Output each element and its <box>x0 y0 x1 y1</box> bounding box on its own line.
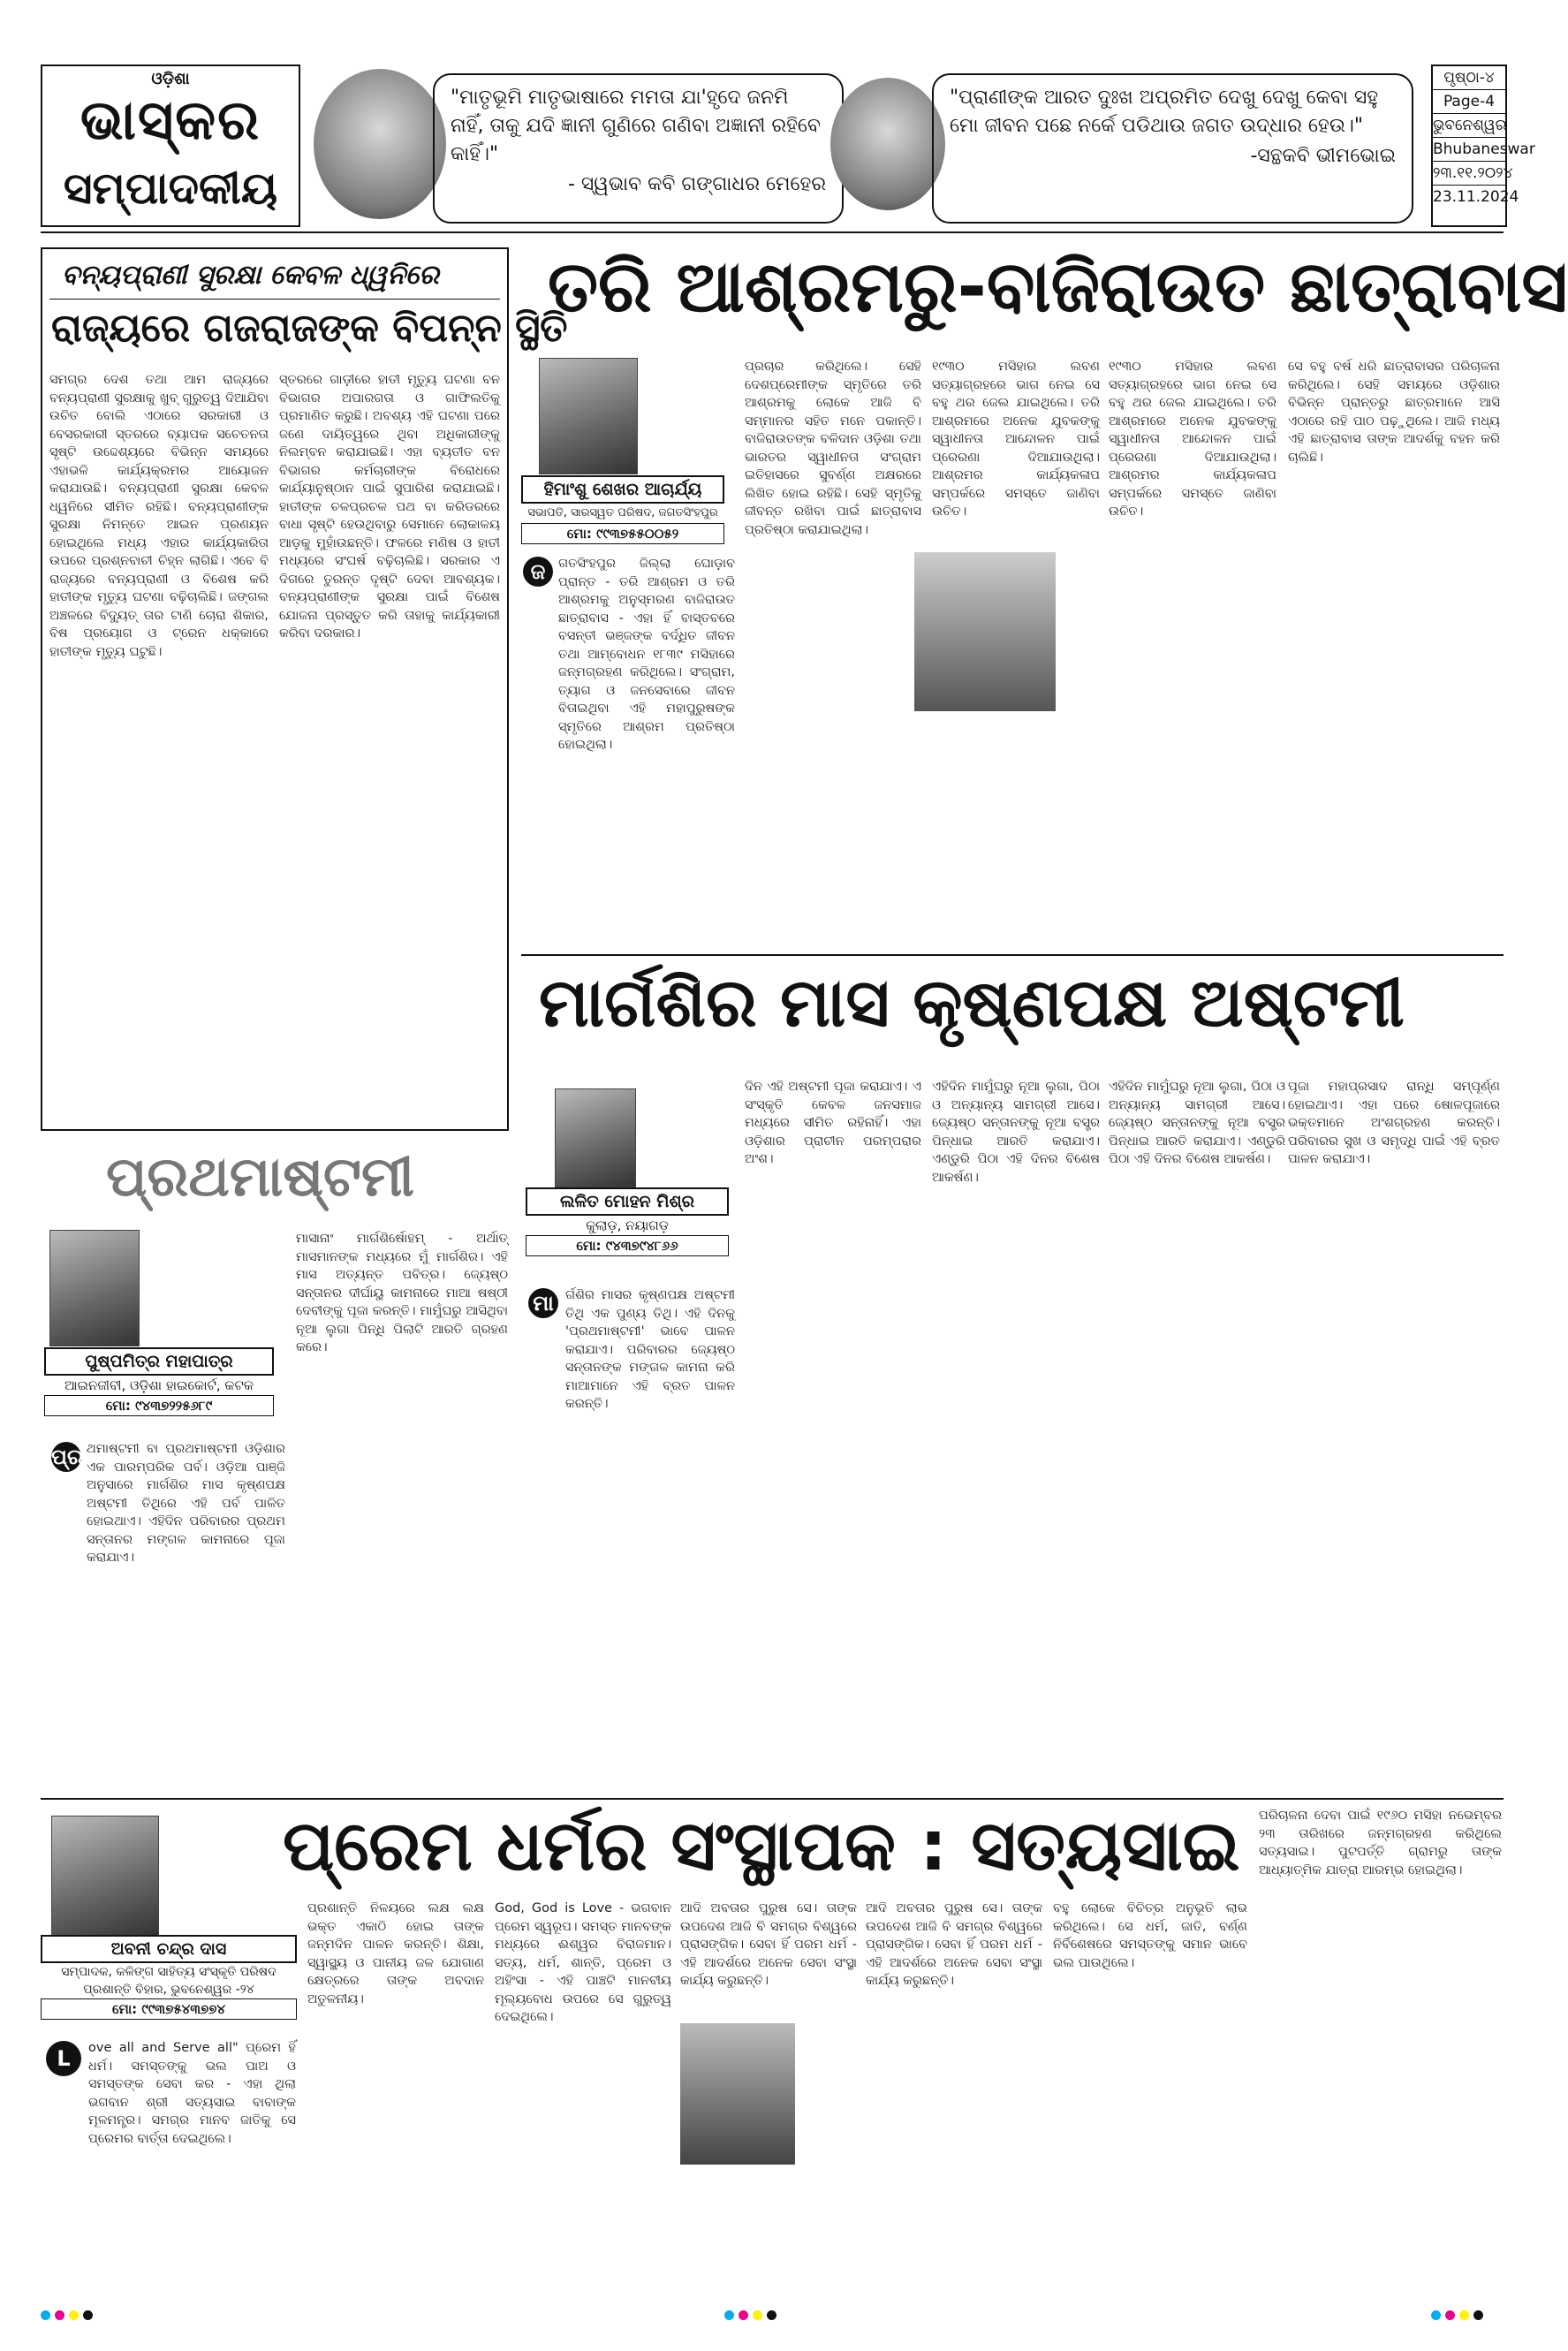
tari-body-col2: ପ୍ରଚାର କରିଥିଲେ। ସେହି ଦେଶପ୍ରେମୀଙ୍କ ସ୍ମୃତିରେ ତରି ଆଶ୍ରମକୁ ଲୋକେ ଆଜି ବି ସମ୍ମାନର ସହିତ ମନେ ପକାନ୍ତି। ବାଜିରାଉତଙ୍କ ବଳିଦାନ ଓଡ଼ିଶା ତଥା ଭାରତର ସ୍ୱାଧୀନତା ସଂଗ୍ରାମ ଇତିହାସରେ ସୁବର୍ଣ୍ଣ ଅକ୍ଷରରେ ଲିଖିତ ହୋଇ ରହିଛି। ସେହି ସ୍ମୃତିକୁ ଜୀବନ୍ତ ରଖିବା ପାଇଁ ଛାତ୍ରାବାସ ପ୍ରତିଷ୍ଠା କରାଯାଇଥିଲା। <box>745 360 921 537</box>
editorial-kicker: ବନ୍ୟପ୍ରାଣୀ ସୁରକ୍ଷା କେବଳ ଧ୍ୱନିରେ <box>62 260 439 291</box>
masthead-brand: ଭାସ୍କର <box>80 87 261 152</box>
margasira-body-col4: ପୂଜା ମହାପ୍ରସାଦ ରାନ୍ଧି ସମ୍ପୂର୍ଣ୍ଣ ହୋଇଥାଏ। ଏହା ପରେ ଷୋଳପୂଜାରେ ଭକ୍ତମାନେ ଅଂଶଗ୍ରହଣ କରନ୍ତି। ପରିବାରର ସୁଖ ଓ ସମୃଦ୍ଧି ପାଇଁ ଏହି ବ୍ରତ ପାଳନ କରାଯାଏ। <box>1288 1080 1500 1166</box>
print-register-marks-center <box>724 2310 776 2320</box>
print-register-marks-right <box>1431 2310 1483 2320</box>
prathama-author-photo <box>49 1230 140 1346</box>
prathama-author-role: ଆଇନଜୀବୀ, ଓଡ଼ିଶା ହାଇକୋର୍ଟ, କଟକ <box>64 1377 254 1393</box>
tari-author-name: ହିମାଂଶୁ ଶେଖର ଆଚାର୍ଯ୍ୟ <box>521 475 724 504</box>
tari-author-phone: ମୋ: ୯୯୩୭୫୫୦୦୫୨ <box>521 523 724 544</box>
section-divider-2 <box>41 1798 1504 1800</box>
tari-body-col1: ଗତସିଂହପୁର ଜିଲ୍ଲା ଘୋଡ଼ାବ ପ୍ରାନ୍ତ - ତରି ଆଶ୍ରମ ଓ ତରି ଆଶ୍ରମକୁ ଅନୁସ୍ମରଣ ବାଜିରାଉତ ଛାତ୍ରାବାସ - ଏହା ହିଁ ବାସ୍ତବରେ ବସନ୍ତୀ ଭଞ୍ଜଙ୍କ ବର୍ଦ୍ଧିତ ଜୀବନ ତଥା ଆମ୍ବୋଧନ ୧୮୩୯ ମସିହାରେ ଜନ୍ମଗ୍ରହଣ କରିଥିଲେ। ସଂଗ୍ରାମ, ତ୍ୟାଗ ଓ ଜନସେବାରେ ଜୀବନ ବିତାଇଥିବା ଏହି ମହାପୁରୁଷଙ୍କ ସ୍ମୃତିରେ ଆଶ୍ରମ ପ୍ରତିଷ୍ଠା ହୋଇଥିଲା। <box>558 557 735 752</box>
tari-body-col3: ୧୯୩୦ ମସିହାର ଲବଣ ସତ୍ୟାଗ୍ରହରେ ଭାଗ ନେଇ ସେ ବହୁ ଥର ଜେଲ ଯାଇଥିଲେ। ତରି ଆଶ୍ରମରେ ଅନେକ ଯୁବକଙ୍କୁ ସ୍ୱାଧୀନତା ଆନ୍ଦୋଳନ ପାଇଁ ପ୍ରେରଣା ଦିଆଯାଉଥିଲା। ଆଶ୍ରମର କାର୍ଯ୍ୟକଳାପ ସମ୍ପର୍କରେ ସମସ୍ତେ ଜାଣିବା ଉଚିତ। <box>932 360 1100 519</box>
page-info-box <box>1431 64 1535 227</box>
quote-left-attribution: - ସ୍ୱଭାବ କବି ଗଙ୍ଗାଧର ମେହେର <box>567 173 826 195</box>
margasira-dropcap: ମା <box>528 1288 558 1318</box>
masthead-logo <box>41 64 300 227</box>
margasira-body-col3: ଏହିଦିନ ମାମୁଁଘରୁ ନୂଆ ଲୁଗା, ପିଠା ଓ ଅନ୍ୟାନ୍ୟ ସାମଗ୍ରୀ ଆସେ। ଜ୍ୟେଷ୍ଠ ସନ୍ତାନଙ୍କୁ ନୂଆ ବସ୍ତ୍ର ପିନ୍ଧାଇ ଆରତି କରାଯାଏ। ଏଣ୍ଡୁରି ପିଠା ଏହି ଦିନର ବିଶେଷ ଆକର୍ଷଣ। <box>932 1080 1100 1185</box>
premadharma-author-photo <box>51 1816 159 1937</box>
register-dot-magenta <box>55 2310 64 2320</box>
margasira-body-col1: ର୍ଗଶିର ମାସର କୃଷ୍ଣପକ୍ଷ ଅଷ୍ଟମୀ ତିଥି ଏକ ପୁଣ୍ୟ ତିଥି। ଏହି ଦିନକୁ 'ପ୍ରଥମାଷ୍ଟମୀ' ଭାବେ ପାଳନ କରାଯାଏ। ପରିବାରର ଜ୍ୟେଷ୍ଠ ସନ୍ତାନଙ୍କ ମଙ୍ଗଳ କାମନା କରି ମାଆମାନେ ଏହି ବ୍ରତ ପାଳନ କରନ୍ତି। <box>565 1288 735 1411</box>
masthead-top-label: ଓଡ଼ିଶା <box>151 70 190 88</box>
masthead-section: ସମ୍ପାଦକୀୟ <box>63 163 278 214</box>
tari-dropcap: ଜ <box>523 557 553 587</box>
register-dot-magenta <box>1445 2310 1455 2320</box>
masthead-divider <box>41 231 1504 233</box>
register-dot-yellow <box>69 2310 79 2320</box>
margasira-author-name: ଲଳିତ ମୋହନ ମିଶ୍ର <box>526 1187 729 1216</box>
register-dot-magenta <box>739 2310 748 2320</box>
prathama-author-phone: ମୋ: ୯୪୩୭୨୨୫୬୮୯ <box>44 1395 274 1416</box>
tari-author-photo <box>539 358 638 474</box>
tari-author-role: ସଭାପତି, ସାରସ୍ୱତ ପରିଷଦ, ଜଗତସିଂହପୁର <box>527 506 718 519</box>
register-dot-black <box>83 2310 93 2320</box>
quote-right <box>932 73 1413 224</box>
prathama-body-col2: ମାସାନାଂ ମାର୍ଗଶିର୍ଷୋହମ୍ - ଅର୍ଥାତ୍ ମାସମାନଙ୍କ ମଧ୍ୟରେ ମୁଁ ମାର୍ଗଶିର। ଏହି ମାସ ଅତ୍ୟନ୍ତ ପବିତ୍ର। ଜ୍ୟେଷ୍ଠ ସନ୍ତାନର ଦୀର୍ଘାୟୁ କାମନାରେ ମାଆ ଷଷ୍ଠୀ ଦେବୀଙ୍କୁ ପୂଜା କରନ୍ତି। ମାମୁଁଘରୁ ଆସିଥିବା ନୂଆ ଲୁଗା ପିନ୍ଧି ପିଲାଟି ଆରତି ଗ୍ରହଣ କରେ। <box>296 1232 508 1354</box>
satyasai-photo <box>680 2023 795 2165</box>
register-dot-black <box>1473 2310 1483 2320</box>
quote-left <box>433 73 844 224</box>
editorial-body-col2: ସ୍ତରରେ ଗାଡ଼ୀରେ ହାତୀ ମୃତ୍ୟୁ ଘଟଣା ବନ ବିଭାଗର ଅପାରଗତା ଓ ଗାଫିଲତିକୁ ପ୍ରମାଣିତ କରୁଛି। ଅବଶ୍ୟ ଏହି ଘଟଣା ପରେ ଜଣେ ଦାୟିତ୍ୱରେ ଥିବା ଅଧିକାରୀଙ୍କୁ ନିଲମ୍ବନ କରାଯାଇଛି। ଏହା ବ୍ୟତୀତ ବନ ବିଭାଗର କର୍ମଚାରୀଙ୍କ ବିରୋଧରେ କାର୍ଯ୍ୟାନୁଷ୍ଠାନ ପାଇଁ ସୁପାରିଶ କରାଯାଇଛି। ହାତୀଙ୍କ ଚଳପ୍ରଚଳ ପଥ ବା କରିଡରରେ ବାଧା ସୃଷ୍ଟି ହେଉଥିବାରୁ ସେମାନେ ଲୋକାଳୟ ଆଡ଼କୁ ମୁହାଁଉଛନ୍ତି। ଫଳରେ ମଣିଷ ଓ ହାତୀ ମଧ୍ୟରେ ସଂଘର୍ଷ ବଢ଼ିଚାଲିଛି। ସରକାର ଏ ଦିଗରେ ତୁରନ୍ତ ଦୃଷ୍ଟି ଦେବା ଆବଶ୍ୟକ। ବନ୍ୟପ୍ରାଣୀଙ୍କ ସୁରକ୍ଷା ପାଇଁ ବିଶେଷ ଯୋଜନା ପ୍ରସ୍ତୁତ କରି ତାହାକୁ କାର୍ଯ୍ୟକାରୀ କରିବା ଦରକାର। <box>279 373 500 641</box>
register-dot-yellow <box>753 2310 762 2320</box>
margasira-author-phone: ମୋ: ୯୪୩୭୯୪୮୬୬ <box>526 1235 729 1256</box>
editorial-headline: ରାଜ୍ୟରେ ଗଜରାଜଙ୍କ ବିପନ୍ନ ସ୍ଥିତି <box>51 306 568 351</box>
prathama-body-col1: ଥମାଷ୍ଟମୀ ବା ପ୍ରଥମାଷ୍ଟମୀ ଓଡ଼ିଶାର ଏକ ପାରମ୍ପରିକ ପର୍ବ। ଓଡ଼ିଆ ପାଞ୍ଜି ଅନୁସାରେ ମାର୍ଗଶିର ମାସ କୃଷ୍ଣପକ୍ଷ ଅଷ୍ଟମୀ ତିଥିରେ ଏହି ପର୍ବ ପାଳିତ ହୋଇଥାଏ। ଏହିଦିନ ପରିବାରର ପ୍ରଥମ ସନ୍ତାନର ମଙ୍ଗଳ କାମନାରେ ପୂଜା କରାଯାଏ। <box>87 1442 285 1565</box>
quote-left-text: "ମାତୃଭୂମି ମାତୃଭାଷାରେ ମମତା ଯା'ହୃଦେ ଜନମି ନାହିଁ, ତାକୁ ଯଦି ଜ୍ଞାନୀ ଗୁଣିରେ ଗଣିବା ଅଜ୍ଞାନୀ ରହିବେ କାହିଁ।" <box>451 87 821 165</box>
register-dot-black <box>767 2310 776 2320</box>
editorial-body-col1: ସମଗ୍ର ଦେଶ ତଥା ଆମ ରାଜ୍ୟରେ ବନ୍ୟପ୍ରାଣୀ ସୁରକ୍ଷାକୁ ଖୁବ୍ ଗୁରୁତ୍ୱ ଦିଆଯିବା ଉଚିତ ବୋଲି ଏଠାରେ ସରକାରୀ ଓ ବେସରକାରୀ ସ୍ତରରେ ବ୍ୟାପକ ସଚେତନତା ସୃଷ୍ଟି ଉଦ୍ଦେଶ୍ୟରେ ବିଭିନ୍ନ ସମୟରେ ଏହାଭଳି କାର୍ଯ୍ୟକ୍ରମର ଆୟୋଜନ କରାଯାଉଛି। ବନ୍ୟପ୍ରାଣୀ ସୁରକ୍ଷା କେବଳ ଧ୍ୱନିରେ ସୀମିତ ରହିଛି। ବନ୍ୟପ୍ରାଣୀଙ୍କ ସୁରକ୍ଷା ନିମନ୍ତେ ଆଇନ ପ୍ରଣୟନ ହୋଇଥିଲେ ମଧ୍ୟ ଏହାର କାର୍ଯ୍ୟକାରିତା ଉପରେ ପ୍ରଶ୍ନବାଚୀ ଚିହ୍ନ ଲାଗିଛି। ଏବେ ବି ରାଜ୍ୟରେ ବନ୍ୟପ୍ରାଣୀ ଓ ବିଶେଷ କରି ହାତୀଙ୍କ ମୃତ୍ୟୁ ଘଟଣା ବଢ଼ିଚାଲିଛି। ଜଙ୍ଗଲ ଅଞ୍ଚଳରେ ବିଦ୍ୟୁତ୍ ତାର ଟାଣି ଚୋରା ଶିକାର, ବିଷ ପ୍ରୟୋଗ ଓ ଟ୍ରେନ ଧକ୍କାରେ ହାତୀଙ୍କ ମୃତ୍ୟୁ ଘଟୁଛି। <box>49 373 269 659</box>
register-dot-cyan <box>724 2310 734 2320</box>
margasira-body-col2: ଦିନ ଏହି ଅଷ୍ଟମୀ ପୂଜା କରାଯାଏ। ଏ ସଂସ୍କୃତି କେବଳ ଜନସମାଜ ମଧ୍ୟରେ ସୀମିତ ରହିନାହିଁ। ଏହା ଓଡ଼ିଶାର ପ୍ରାଚୀନ ପରମ୍ପରାର ଅଂଶ। <box>745 1080 921 1166</box>
prathama-headline: ପ୍ରଥମାଷ୍ଟମୀ <box>106 1144 414 1209</box>
register-dot-cyan <box>41 2310 50 2320</box>
premadharma-body-col2: ପ୍ରଶାନ୍ତି ନିଳୟରେ ଲକ୍ଷ ଲକ୍ଷ ଭକ୍ତ ଏକାଠି ହୋଇ ତାଙ୍କ ଜନ୍ମଦିନ ପାଳନ କରନ୍ତି। ଶିକ୍ଷା, ସ୍ୱାସ୍ଥ୍ୟ ଓ ପାନୀୟ ଜଳ ଯୋଗାଣ କ୍ଷେତ୍ରରେ ତାଙ୍କ ଅବଦାନ ଅତୁଳନୀୟ। <box>307 1901 484 2006</box>
register-dot-yellow <box>1459 2310 1469 2320</box>
premadharma-author-role: ସମ୍ପାଦକ, କଳିଙ୍ଗ ସାହିତ୍ୟ ସଂସ୍କୃତି ପରିଷଦ ପ୍ରଶାନ୍ତି ବିହାର, ଭୁବନେଶ୍ୱର -୨୪ <box>61 1965 276 1997</box>
tari-body-col4a: ୧୯୩୦ ମସିହାର ଲବଣ ସତ୍ୟାଗ୍ରହରେ ଭାଗ ନେଇ ସେ ବହୁ ଥର ଜେଲ ଯାଇଥିଲେ। ତରି ଆଶ୍ରମରେ ଅନେକ ଯୁବକଙ୍କୁ ସ୍ୱାଧୀନତା ଆନ୍ଦୋଳନ ପାଇଁ ପ୍ରେରଣା ଦିଆଯାଉଥିଲା। ଆଶ୍ରମର କାର୍ଯ୍ୟକଳାପ ସମ୍ପର୍କରେ ସମସ୍ତେ ଜାଣିବା ଉଚିତ। <box>1109 360 1276 519</box>
margasira-headline: ମାର୍ଗଶିର ମାସ କୃଷ୍ଣପକ୍ଷ ଅଷ୍ଟମୀ <box>539 963 1405 1042</box>
tari-body-col4: ସେ ବହୁ ବର୍ଷ ଧରି ଛାତ୍ରାବାସର ପରିଚାଳନା କରିଥିଲେ। ସେହି ସମୟରେ ଓଡ଼ିଶାର ବିଭିନ୍ନ ପ୍ରାନ୍ତରୁ ଛାତ୍ରମାନେ ଆସି ଏଠାରେ ରହି ପାଠ ପଢ଼ୁଥିଲେ। ଆଜି ମଧ୍ୟ ଏହି ଛାତ୍ରାବାସ ତାଙ୍କ ଆଦର୍ଶକୁ ବହନ କରି ଚାଲିଛି। <box>1288 360 1500 465</box>
premadharma-dropcap: L <box>46 2041 81 2076</box>
city-odia: ଭୁବନେଶ୍ୱର <box>1433 114 1505 138</box>
prathama-byline <box>44 1347 274 1416</box>
premadharma-body-col6: ପରିଚାଳନା ଦେବା ପାଇଁ ୧୯୬୦ ମସିହା ନଭେମ୍ବର ୨୩ ତାରିଖରେ ଜନ୍ମଗ୍ରହଣ କରିଥିଲେ ସତ୍ୟସାଇ। ପୁଟପର୍ତ୍ତି ଗ୍ରାମରୁ ତାଙ୍କ ଆଧ୍ୟାତ୍ମିକ ଯାତ୍ରା ଆରମ୍ଭ ହୋଇଥିଲା। <box>1259 1809 1502 1877</box>
margasira-author-photo <box>555 1088 636 1187</box>
city-en: Bhubaneswar <box>1433 138 1505 162</box>
premadharma-byline <box>41 1935 297 2020</box>
tari-byline <box>521 475 724 544</box>
premadharma-body-col4a: ଆଦି ଅବତାର ପୁରୁଷ ସେ। ତାଙ୍କ ଉପଦେଶ ଆଜି ବି ସମଗ୍ର ବିଶ୍ୱରେ ପ୍ରାସଙ୍ଗିକ। ସେବା ହିଁ ପରମ ଧର୍ମ - ଏହି ଆଦର୍ଶରେ ଅନେକ ସେବା ସଂସ୍ଥା କାର୍ଯ୍ୟ କରୁଛନ୍ତି। <box>680 1901 857 1988</box>
premadharma-body-col5: ବହୁ ଲୋକେ ବିଚିତ୍ର ଅନୁଭୂତି ଲାଭ କରିଥିଲେ। ସେ ଧର୍ମ, ଜାତି, ବର୍ଣ୍ଣ ନିର୍ବିଶେଷରେ ସମସ୍ତଙ୍କୁ ସମାନ ଭାବେ ଭଲ ପାଉଥିଲେ। <box>1053 1901 1247 1970</box>
prathama-author-name: ପୁଷ୍ପମିତ୍ର ମହାପାତ୍ର <box>44 1347 274 1376</box>
tari-headline: ତରି ଆଶ୍ରମରୁ-ବାଜିରାଉତ ଛାତ୍ରାବାସ <box>548 246 1568 328</box>
poet-portrait-right <box>830 78 945 210</box>
poet-portrait-left <box>314 69 446 219</box>
date-odia: ୨୩.୧୧.୨୦୨୪ <box>1433 162 1505 186</box>
premadharma-author-phone: ମୋ: ୯୯୩୭୫୪୩୭୭୪ <box>41 1998 297 2020</box>
editorial-kicker-rule <box>49 299 500 300</box>
premadharma-author-name: ଅବନୀ ଚନ୍ଦ୍ର ଦାସ <box>41 1935 297 1963</box>
margasira-byline <box>526 1187 729 1256</box>
premadharma-body-col3: God, God is Love - ଭଗବାନ ପ୍ରେମ ସ୍ୱରୂପ। ସମସ୍ତ ମାନବଙ୍କ ମଧ୍ୟରେ ଈଶ୍ୱର ବିରାଜମାନ। ସତ୍ୟ, ଧର୍ମ, ଶାନ୍ତି, ପ୍ରେମ ଓ ଅହିଂସା - ଏହି ପାଞ୍ଚଟି ମାନବୀୟ ମୂଲ୍ୟବୋଧ ଉପରେ ସେ ଗୁରୁତ୍ୱ ଦେଇଥିଲେ। <box>495 1901 671 2024</box>
print-register-marks-left <box>41 2310 93 2320</box>
margasira-author-role: କୁଲାଡ଼, ନୟାଗଡ଼ <box>586 1217 669 1233</box>
premadharma-body-col4: ଆଦି ଅବତାର ପୁରୁଷ ସେ। ତାଙ୍କ ଉପଦେଶ ଆଜି ବି ସମଗ୍ର ବିଶ୍ୱରେ ପ୍ରାସଙ୍ଗିକ। ସେବା ହିଁ ପରମ ଧର୍ମ - ଏହି ଆଦର୍ଶରେ ଅନେକ ସେବା ସଂସ୍ଥା କାର୍ଯ୍ୟ କରୁଛନ୍ତି। <box>866 1901 1042 1988</box>
page-number-en: Page-4 <box>1433 90 1505 114</box>
quote-right-attribution: -ସନ୍ଥକବି ଭୀମଭୋଇ <box>1250 145 1396 167</box>
prathama-dropcap: ପ୍ର <box>51 1442 81 1472</box>
margasira-body-col3b: ଏହିଦିନ ମାମୁଁଘରୁ ନୂଆ ଲୁଗା, ପିଠା ଓ ଅନ୍ୟାନ୍ୟ ସାମଗ୍ରୀ ଆସେ। ଜ୍ୟେଷ୍ଠ ସନ୍ତାନଙ୍କୁ ନୂଆ ବସ୍ତ୍ର ପିନ୍ଧାଇ ଆରତି କରାଯାଏ। ଏଣ୍ଡୁରି ପିଠା ଏହି ଦିନର ବିଶେଷ ଆକର୍ଷଣ। <box>1109 1080 1285 1166</box>
page-number-odia: ପୃଷ୍ଠା-୪ <box>1433 66 1505 90</box>
date-en: 23.11.2024 <box>1433 188 1519 206</box>
tari-historic-photo <box>914 552 1056 711</box>
section-divider-1 <box>521 954 1504 956</box>
premadharma-body-col1: ove all and Serve all" ପ୍ରେମ ହିଁ ଧର୍ମ। ସମସ୍ତଙ୍କୁ ଭଲ ପାଅ ଓ ସମସ୍ତଙ୍କ ସେବା କର - ଏହା ଥିଲା ଭଗବାନ ଶ୍ରୀ ସତ୍ୟସାଇ ବାବାଙ୍କ ମୂଳମନ୍ତ୍ର। ସମଗ୍ର ମାନବ ଜାତିକୁ ସେ ପ୍ରେମର ବାର୍ତ୍ତା ଦେଇଥିଲେ। <box>88 2041 296 2146</box>
quote-right-text: "ପ୍ରାଣୀଙ୍କ ଆରତ ଦୁଃଖ ଅପ୍ରମିତ ଦେଖୁ ଦେଖୁ କେବା ସହୁ ମୋ ଜୀବନ ପଛେ ନର୍କେ ପଡିଥାଉ ଜଗତ ଉଦ୍ଧାର ହେଉ।" <box>950 87 1379 137</box>
premadharma-headline: ପ୍ରେମ ଧର୍ମର ସଂସ୍ଥାପକ : ସତ୍ୟସାଇ <box>283 1807 1240 1886</box>
register-dot-cyan <box>1431 2310 1441 2320</box>
